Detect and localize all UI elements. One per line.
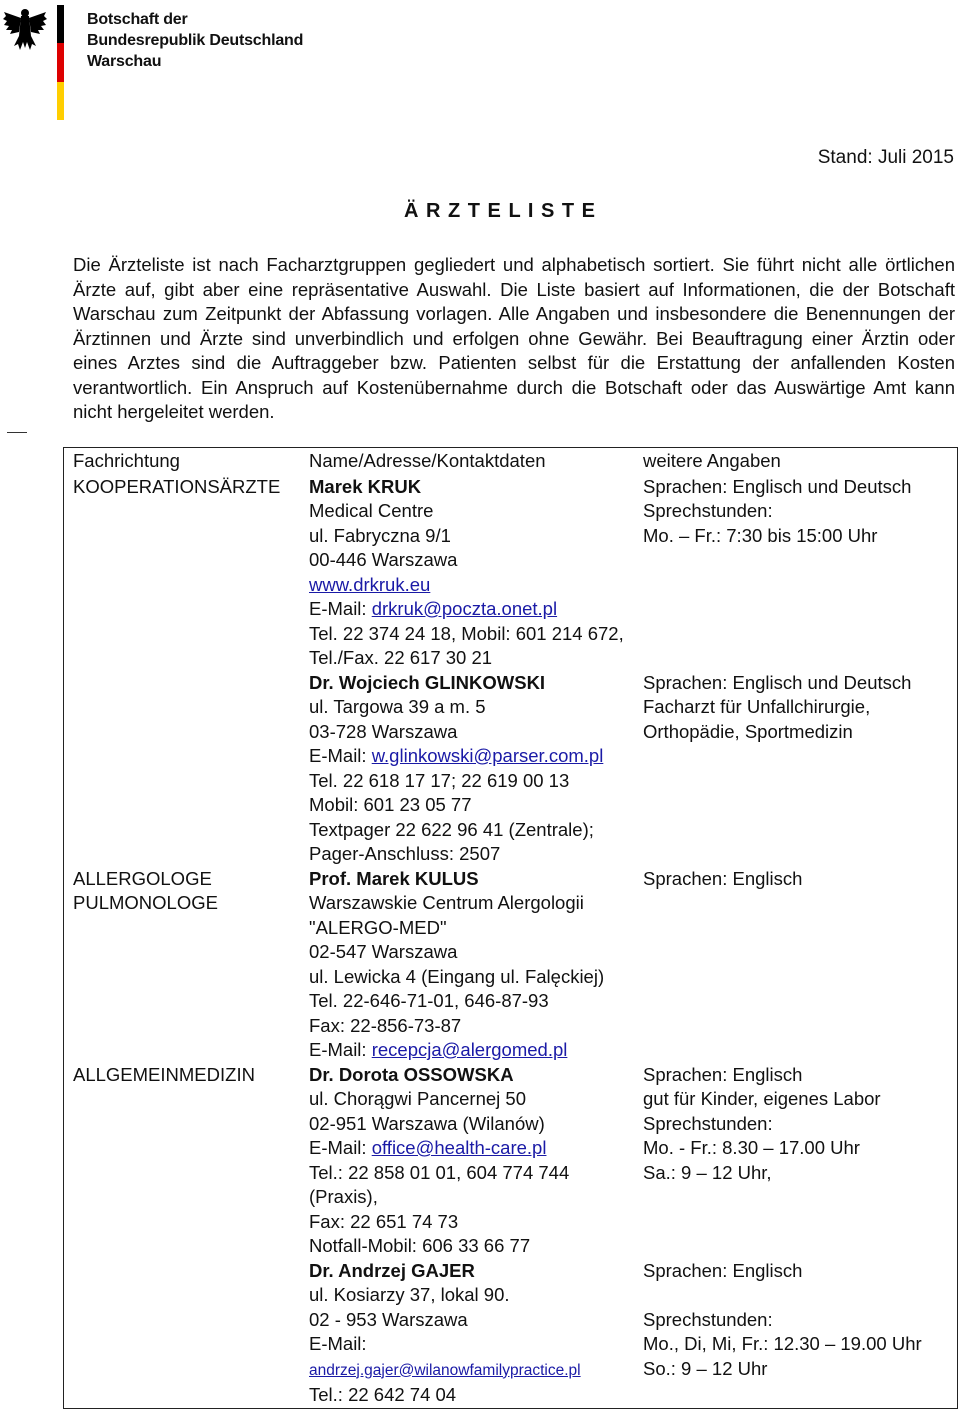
header-fachrichtung: Fachrichtung [73,450,180,471]
info-line: So.: 9 – 12 Uhr [643,1357,768,1379]
address-line: ul. Kosiarzy 37, lokal 90. [309,1284,510,1305]
info-cell [634,474,958,671]
info-line [643,1283,957,1308]
info-line: Facharzt für Unfallchirurgie, [643,696,871,717]
table-row [64,474,958,671]
info-cell [634,1063,958,1259]
info-cell [634,671,958,867]
doctor-name: Marek KRUK [309,475,422,497]
address-line: 02-951 Warszawa (Wilanów) [309,1112,545,1134]
email-label: E-Mail: [309,1137,372,1158]
category-cell [64,1259,301,1409]
info-line: Sprachen: Englisch [643,1259,803,1281]
doctor-name: Dr. Dorota OSSOWSKA [309,1063,514,1085]
address-line: "ALERGO-MED" [309,916,447,938]
category-cell [64,1063,301,1259]
email-link[interactable]: recepcja@alergomed.pl [371,1039,568,1060]
phone-line: Pager-Anschluss: 2507 [309,843,501,864]
phone-line: Mobil: 601 23 05 77 [309,794,472,815]
email-line [309,1038,634,1063]
embassy-line-1: Botschaft der [87,11,188,28]
info-line: gut für Kinder, eigenes Labor [643,1088,881,1109]
document-title: Ä R Z T E L I S T E [404,200,596,222]
email-label: E-Mail: [309,1333,367,1354]
address-line: ul. Chorągwi Pancernej 50 [309,1088,526,1109]
doctor-name: Prof. Marek KULUS [309,867,479,889]
doctor-table [63,447,958,1409]
address-line: 00-446 Warszawa [309,549,458,570]
info-line: Sprechstunden: [643,1308,773,1330]
intro-paragraph: Die Ärzteliste ist nach Facharztgruppen gegliedert und alphabetisch sortiert. Sie führt nicht alle örtlichen Ärzte auf, gibt aber eine repräsentative Auswahl. Die Liste basiert auf Informationen, die der Botschaft Warschau zum Zeitpunkt der Abfassung vorlagen. Alle Angaben und insbesondere die Benennungen der Ärztinnen und Ärzte sind unverbindlich und erfolgen ohne Gewähr. Bei Beauftragung einer Ärztin oder eines Arztes sind die Auftraggeber bzw. Patienten selbst für die Erstattung der anfallenden Kosten verantwortlich. Ein Anspruch auf Kostenübernahme durch die Botschaft oder das Auswärtige Amt kann nicht hergeleitet werden. [73,254,955,422]
address-line: 03-728 Warszawa [309,720,458,742]
contact-cell [300,671,634,867]
doctor-name: Dr. Wojciech GLINKOWSKI [309,671,546,693]
email-line [309,744,634,769]
phone-line: Tel. 22 374 24 18, Mobil: 601 214 672, [309,622,624,644]
email-link[interactable]: w.glinkowski@parser.com.pl [371,745,604,766]
info-line: Mo. - Fr.: 8.30 – 17.00 Uhr [643,1137,860,1158]
phone-line: Tel./Fax. 22 617 30 21 [309,647,493,668]
document-date: Stand: Juli 2015 [817,147,954,168]
phone-line: Tel.: 22 642 74 04 [309,1384,457,1405]
federal-eagle-icon [2,6,48,52]
phone-line: Tel. 22-646-71-01, 646-87-93 [309,990,549,1011]
info-cell [634,867,958,1063]
email-label: E-Mail: [309,745,372,766]
info-line: Sprachen: Englisch [643,867,803,889]
table-row [64,671,958,867]
email-line [309,1136,634,1161]
embassy-name [87,9,303,72]
contact-cell [300,1063,634,1259]
website-link[interactable]: www.drkruk.eu [309,573,431,595]
fax-line: Fax: 22 651 74 73 [309,1210,459,1232]
email-link[interactable]: andrzej.gajer@wilanowfamilypractice.pl [309,1361,581,1379]
category-cell [64,671,301,867]
table-row [64,867,958,1063]
category-label: ALLERGOLOGE [73,867,212,889]
embassy-line-2: Bundesrepublik Deutschland [87,32,304,49]
margin-mark [7,432,27,433]
info-line: Sprachen: Englisch und Deutsch [643,475,912,497]
address-line: Warszawskie Centrum Alergologii [309,892,584,913]
contact-cell [300,474,634,671]
category-label: ALLGEMEINMEDIZIN [73,1063,255,1085]
address-line: ul. Lewicka 4 (Eingang ul. Falęckiej) [309,965,605,987]
address-line: 02 - 953 Warszawa [309,1308,468,1330]
address-line: ul. Fabryczna 9/1 [309,524,451,546]
contact-cell [300,867,634,1063]
email-label: E-Mail: [309,598,372,619]
table-row [64,1063,958,1259]
header-name: Name/Adresse/Kontaktdaten [309,450,546,471]
flag-gold [57,82,64,120]
info-line: Mo., Di, Mi, Fr.: 12.30 – 19.00 Uhr [643,1333,922,1354]
email-line [309,597,634,622]
info-line: Sprechstunden: [643,500,773,521]
phone-line: Textpager 22 622 96 41 (Zentrale); [309,818,594,840]
german-flag-stripe [57,5,64,120]
email-label: E-Mail: [309,1039,372,1060]
doctor-name: Dr. Andrzej GAJER [309,1259,475,1281]
address-line: Medical Centre [309,500,434,521]
category-cell [64,474,301,671]
info-cell [634,1259,958,1409]
email-line [309,1332,634,1383]
phone-line: Tel. 22 618 17 17; 22 619 00 13 [309,769,570,791]
info-line: Sprachen: Englisch [643,1063,803,1085]
fax-line: Fax: 22-856-73-87 [309,1014,462,1036]
phone-line: Tel.: 22 858 01 01, 604 774 744 (Praxis), [309,1161,570,1207]
table-header-row [64,448,958,474]
flag-black [57,5,64,43]
header-weitere: weitere Angaben [643,450,781,471]
info-line: Mo. – Fr.: 7:30 bis 15:00 Uhr [643,524,878,546]
flag-red [57,43,64,81]
info-line: Orthopädie, Sportmedizin [643,720,853,742]
email-link[interactable]: office@health-care.pl [371,1137,547,1158]
info-line: Sa.: 9 – 12 Uhr, [643,1161,772,1183]
info-line: Sprachen: Englisch und Deutsch [643,671,912,693]
email-link[interactable]: drkruk@poczta.onet.pl [371,598,558,619]
embassy-line-3: Warschau [87,53,162,70]
table-row [64,1259,958,1409]
info-line: Sprechstunden: [643,1112,773,1134]
address-line: 02-547 Warszawa [309,941,458,962]
address-line: ul. Targowa 39 a m. 5 [309,696,486,717]
phone-line: Notfall-Mobil: 606 33 66 77 [309,1235,531,1256]
letterhead [0,0,400,125]
contact-cell [300,1259,634,1409]
category-label: PULMONOLOGE [73,892,218,913]
category-label: KOOPERATIONSÄRZTE [73,475,281,497]
category-cell [64,867,301,1063]
